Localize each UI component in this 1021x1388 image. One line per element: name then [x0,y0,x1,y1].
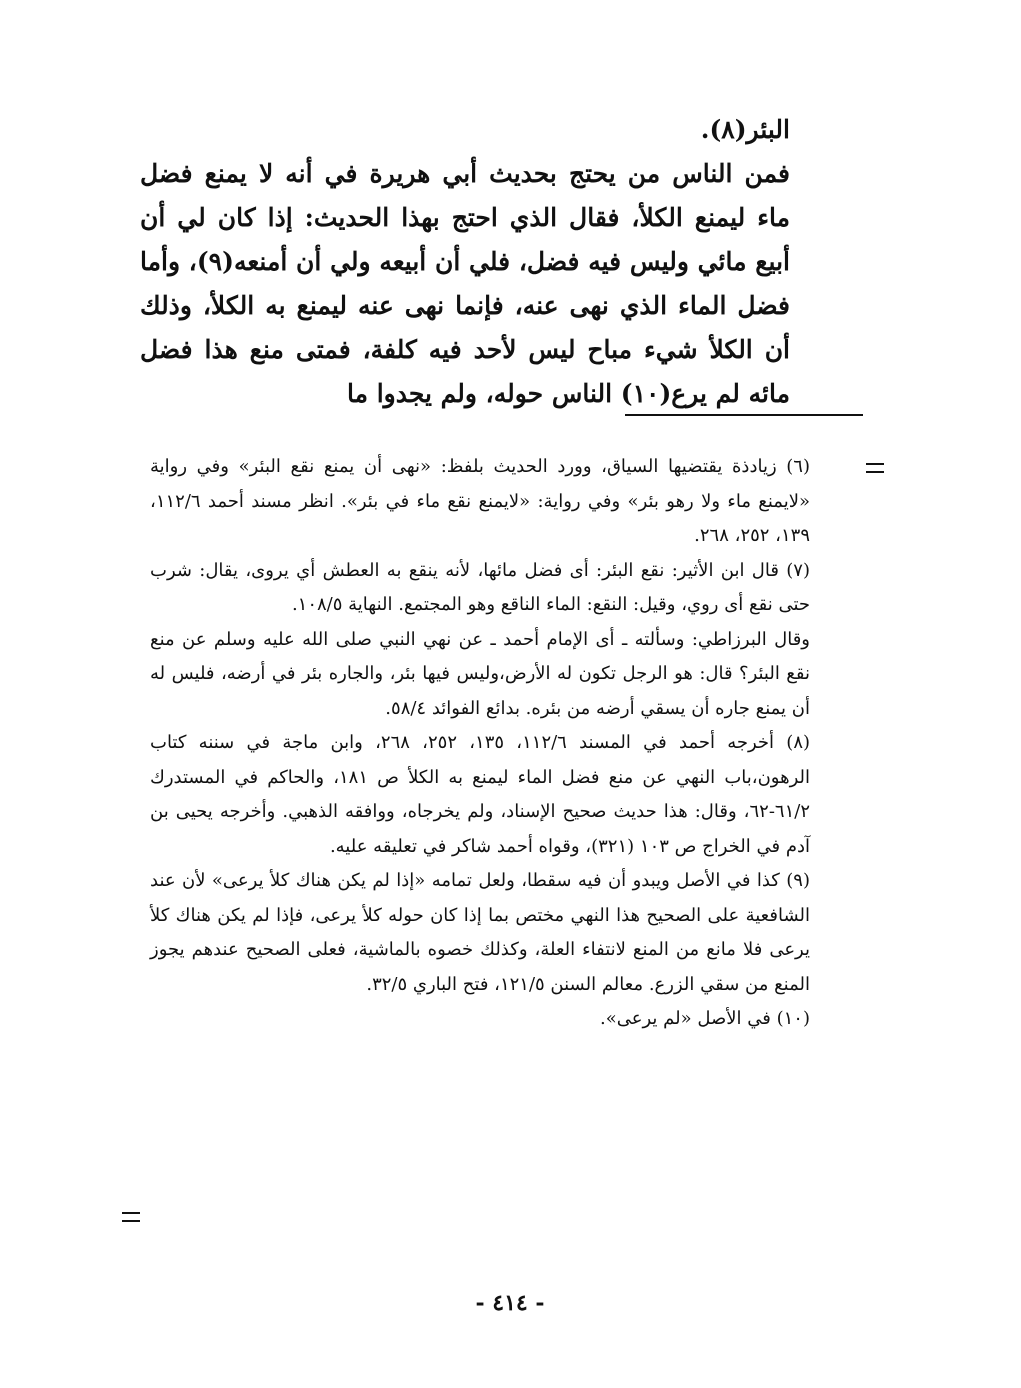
footnotes [150,450,810,1037]
main-text [140,108,790,416]
footnote-separator [625,414,863,416]
footnote-7: (٧) قال ابن الأثير: نقع البئر: أى فضل مائها، لأنه ينقع به العطش أي يروى، يقال: شرب حتى نقع أى روي، وقيل: النقع: الماء الناقع وهو المجتمع. النهاية ١٠٨/٥. [150,559,810,615]
footnote-8: (٨) أخرجه أحمد في المسند ١١٢/٦، ١٣٥، ٢٥٢، ٢٦٨، وابن ماجة في سننه كتاب الرهون،باب النهي عن منع فضل الماء ليمنع به الكلأ ص ١٨١، والحاكم في المستدرك ٦١/٢-٦٢، وقال: هذا حديث صحيح الإسناد، ولم يخرجاه، ووافقه الذهبي. وأخرجه يحيى بن آدم في الخراج ص ١٠٣ (٣٢١)، وقواه أحمد شاكر في تعليقه عليه. [150,732,811,857]
page-number: - ٤١٤ - [475,1290,545,1316]
footnote-9: (٩) كذا في الأصل ويبدو أن فيه سقطا، ولعل تمامه «إذا لم يكن هناك كلأ يرعى» لأن عند الشافعية على الصحيح هذا النهي مختص بما إذا كان حوله كلأ يرعى، فإذا لم يكن هناك كلأ يرعى فلا مانع من المنع لانتفاء العلة، وكذلك خصوه بالماشية، فعلى الصحيح عندهم يجوز المنع من سقي الزرع. معالم السنن ١٢١/٥، فتح الباري ٣٢/٥. [150,870,810,995]
margin-mark-bottom [122,1212,140,1222]
footnote-10: (١٠) في الأصل «لم يرعى». [600,1008,810,1029]
footnote-6: (٦) زيادذة يقتضيها السياق، وورد الحديث بلفظ: «نهى أن يمنع نقع البئر» وفي رواية «لايمنع ماء ولا رهو بئر» وفي رواية: «لايمنع نقع ماء في بئر». انظر مسند أحمد ١١٢/٦، ١٣٩، ٢٥٢، ٢٦٨. [150,456,810,546]
footnote-7-continuation: وقال البرزاطي: وسألته ـ أى الإمام أحمد ـ عن نهي النبي صلى الله عليه وسلم عن منع نقع البئر؟ قال: هو الرجل تكون له الأرض،وليس فيها بئر، والجاره بئر في أرضه، فليس له أن يمنع جاره أن يسقي أرضه من بئره. بدائع الفوائد ٥٨/٤. [150,628,810,719]
main-text-paragraph: فمن الناس من يحتج بحديث أبي هريرة في أنه لا يمنع فضل ماء ليمنع الكلأ، فقال الذي احتج بهذا الحديث: إذا كان لي أن أبيع مائي وليس فيه فضل، فلي أن أبيعه ولي أن أمنعه(٩)، وأما فضل الماء الذي نهى عنه، فإنما نهى عنه ليمنع به الكلأ، وذلك أن الكلأ شيء مباح ليس لأحد فيه كلفة، فمتى منع هذا فضل مائه لم يرع(١٠) الناس حوله، ولم يجدوا ما [140,159,790,408]
margin-mark-top [866,463,884,473]
main-text-line: البئر(٨). [700,115,790,144]
